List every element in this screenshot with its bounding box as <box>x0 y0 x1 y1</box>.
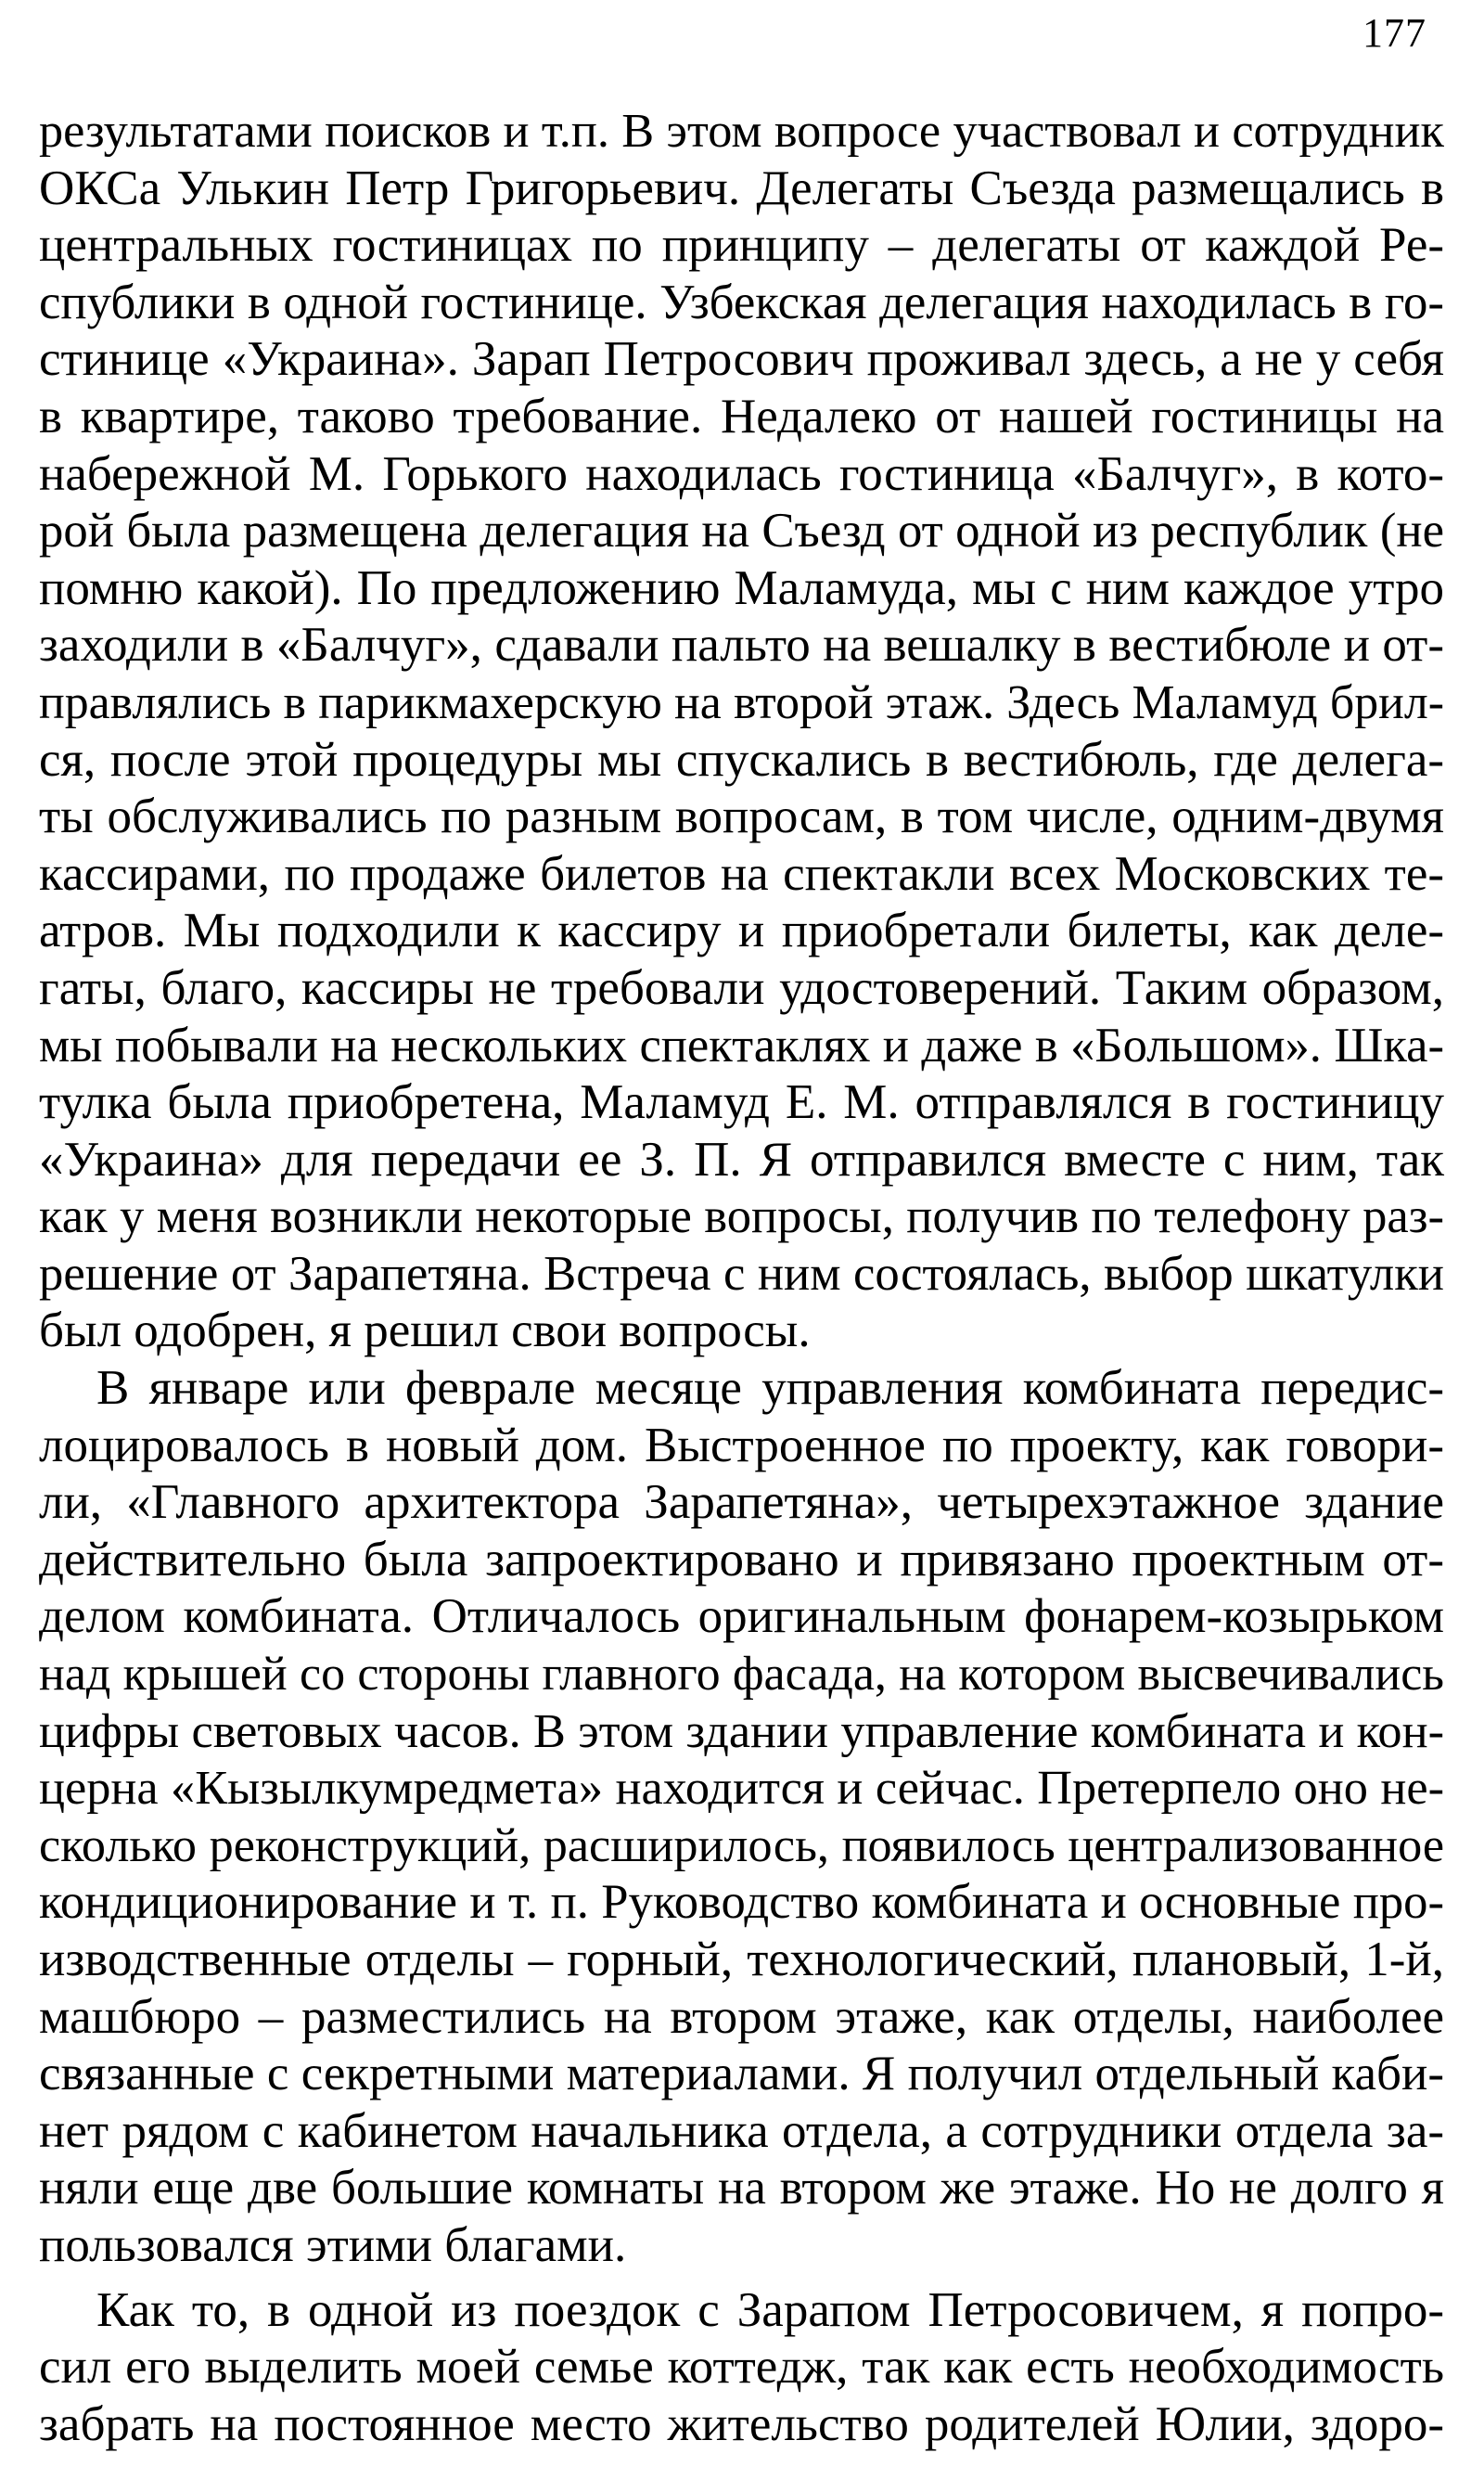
paragraph <box>39 103 1444 1360</box>
text-line: машбюро – разместились на втором этаже, как отделы, наиболее <box>39 1989 1444 2044</box>
text-line: сил его выделить моей семье коттедж, так как есть необходимость <box>39 2340 1444 2395</box>
text-line: ты обслуживались по разным вопросам, в том числе, одним-двумя <box>39 790 1444 844</box>
text-line: ОКСа Улькин Петр Григорьевич. Делегаты Съезда размещались в <box>39 161 1444 215</box>
text-line: над крышей со стороны главного фасада, на котором высвечивались <box>39 1648 1444 1702</box>
text-line: сколько реконструкций, расширилось, появилось централизованное <box>39 1817 1444 1872</box>
text-line: пользовался этими благами. <box>39 2217 627 2272</box>
text-line: центральных гостиницах по принципу – делегаты от каждой Ре- <box>39 218 1444 273</box>
text-line: в квартире, таково требование. Недалеко от нашей гостиницы на <box>39 389 1444 443</box>
body-text <box>39 103 1444 2453</box>
text-line: решение от Зарапетяна. Встреча с ним состоялась, выбор шкатулки <box>39 1246 1444 1301</box>
text-line: был одобрен, я решил свои вопросы. <box>39 1304 811 1358</box>
text-line: изводственные отделы – горный, технологический, плановый, 1-й, <box>39 1933 1444 1986</box>
text-line: результатами поисков и т.п. В этом вопросе участвовал и сотрудник <box>39 104 1444 158</box>
paragraph-spacer <box>39 2275 1444 2282</box>
text-line: как у меня возникли некоторые вопросы, получив по телефону раз- <box>39 1189 1444 1244</box>
text-line: няли еще две большие комнаты на втором же этаже. Но не долго я <box>39 2161 1444 2216</box>
text-line: забрать на постоянное место жительство родителей Юлии, здоро- <box>39 2396 1444 2451</box>
text-line: Как то, в одной из поездок с Зарапом Петросовичем, я попро- <box>96 2282 1444 2337</box>
text-line: В январе или феврале месяце управления комбината передис- <box>96 1361 1444 1416</box>
text-line: помню какой). По предложению Маламуда, мы с ним каждое утро <box>39 560 1444 615</box>
text-line: ли, «Главного архитектора Зарапетяна», четырехэтажное здание <box>39 1475 1444 1530</box>
text-line: тулка была приобретена, Маламуд Е. М. отправлялся в гостиницу <box>39 1075 1444 1130</box>
text-line: нет рядом с кабинетом начальника отдела, а сотрудники отдела за- <box>39 2103 1444 2158</box>
text-line: правлялись в парикмахерскую на второй этаж. Здесь Маламуд брил- <box>39 675 1444 729</box>
text-line: мы побывали на нескольких спектаклях и даже в «Большом». Шка- <box>39 1018 1444 1072</box>
paragraph <box>39 2282 1444 2454</box>
text-line: кассирами, по продаже билетов на спектакли всех Московских те- <box>39 846 1444 901</box>
text-line: ся, после этой процедуры мы спускались в вестибюль, где делега- <box>39 732 1444 787</box>
text-line: спублики в одной гостинице. Узбекская делегация находилась в го- <box>39 275 1444 329</box>
text-line: действительно была запроектировано и привязано проектным от- <box>39 1532 1444 1586</box>
text-line: делом комбината. Отличалось оригинальным фонарем-козырьком <box>39 1589 1444 1644</box>
text-line: связанные с секретными материалами. Я получил отдельный каби- <box>39 2047 1444 2101</box>
text-line: гаты, благо, кассиры не требовали удостоверений. Таким образом, <box>39 960 1444 1015</box>
text-line: «Украина» для передачи ее З. П. Я отправился вместе с ним, так <box>39 1132 1444 1187</box>
text-line: цифры световых часов. В этом здании управление комбината и кон- <box>39 1703 1444 1758</box>
text-line: лоцировалось в новый дом. Выстроенное по проекту, как говори- <box>39 1418 1444 1472</box>
page-number: 177 <box>1362 10 1426 56</box>
text-line: набережной М. Горького находилась гостиница «Балчуг», в кото- <box>39 446 1444 501</box>
paragraph <box>39 1360 1444 2275</box>
text-line: стинице «Украина». Зарап Петросович проживал здесь, а не у себя <box>39 332 1444 387</box>
text-line: атров. Мы подходили к кассиру и приобретали билеты, как деле- <box>39 904 1444 958</box>
text-line: рой была размещена делегация на Съезд от одной из республик (не <box>39 504 1444 559</box>
text-line: кондиционирование и т. п. Руководство комбината и основные про- <box>39 1875 1444 1930</box>
text-line: заходили в «Балчуг», сдавали пальто на вешалку в вестибюле и от- <box>39 618 1444 673</box>
text-line: церна «Кызылкумредмета» находится и сейчас. Претерпело оно не- <box>39 1761 1444 1816</box>
